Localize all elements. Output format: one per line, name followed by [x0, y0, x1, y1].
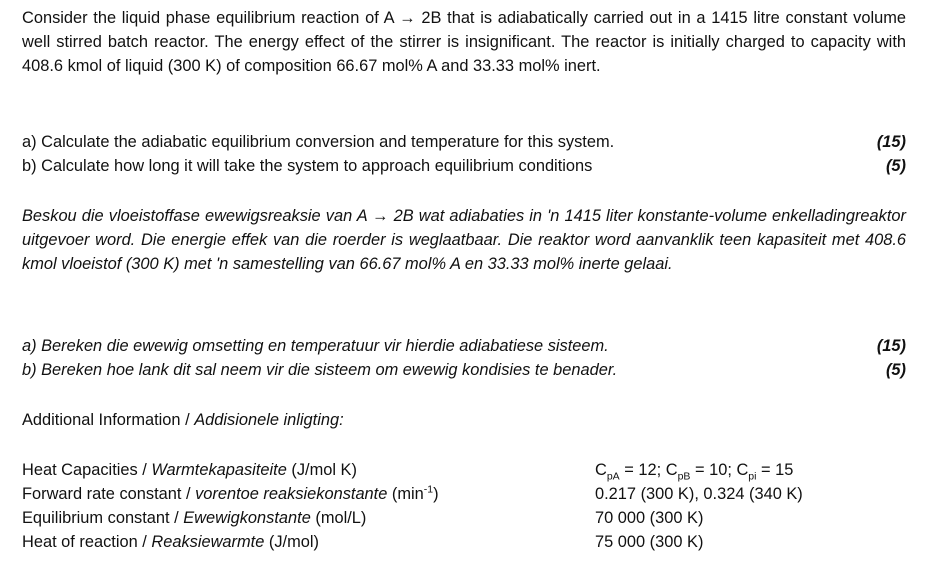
label-unit-close: ) [433, 485, 439, 503]
info-label [22, 506, 595, 530]
cp-i-value: = 15 [756, 461, 794, 479]
afrikaans-question-a [22, 334, 906, 358]
cp-symbol: C [736, 461, 749, 479]
question-marks: (15) [876, 133, 906, 151]
heading-english: Additional Information / [22, 411, 195, 429]
question-text: a) Calculate the adiabatic equilibrium conversion and temperature for this system. [22, 133, 615, 151]
label-unit: (min [387, 485, 424, 503]
cp-b-subscript: pB [677, 470, 691, 483]
info-row-equilibrium-constant [22, 506, 906, 530]
additional-info-table [22, 458, 906, 554]
info-row-heat-of-reaction [22, 530, 906, 554]
additional-info-heading [22, 408, 906, 432]
afrikaans-question-b [22, 358, 906, 382]
label-english: Forward rate constant / [22, 485, 196, 503]
info-value: 70 000 (300 K) [595, 509, 704, 527]
afrikaans-intro-paragraph: Beskou die vloeistoffase ewewigsreaksie van A → 2B wat adiabaties in 'n 1415 liter konstante-volume enkelladingreaktor uitgevoer word. Die energie effek van die roerder is weglaatbaar. Die reaktor word aanvanklik teen kapasiteit met 408.6 kmol vloeistof (300 K) met 'n samestelling van 66.67 mol% A en 33.33 mol% inerte gelaai. [22, 207, 906, 273]
info-label [22, 482, 595, 506]
label-afrikaans: vorentoe reaksiekonstante [195, 485, 388, 503]
info-value [595, 458, 906, 482]
question-marks: (15) [876, 337, 906, 355]
label-unit: (J/mol) [264, 533, 319, 551]
question-marks: (5) [885, 361, 906, 379]
cp-a-value: = 12; [619, 461, 666, 479]
info-label [22, 458, 595, 482]
english-questions [22, 130, 906, 178]
cp-i-subscript: pi [748, 470, 757, 483]
label-english: Heat of reaction / [22, 533, 152, 551]
question-text: a) Bereken die ewewig omsetting en temperatuur vir hierdie adiabatiese sisteem. [22, 337, 609, 355]
label-afrikaans: Reaksiewarmte [151, 533, 265, 551]
label-unit: (mol/L) [310, 509, 367, 527]
info-label [22, 530, 595, 554]
question-text: b) Calculate how long it will take the system to approach equilibrium conditions [22, 157, 593, 175]
heading-afrikaans: Addisionele inligting: [194, 411, 344, 429]
info-value: 75 000 (300 K) [595, 533, 704, 551]
unit-superscript: -1 [423, 483, 434, 496]
cp-symbol: C [595, 461, 607, 479]
english-question-a [22, 130, 906, 154]
info-row-heat-capacities [22, 458, 906, 482]
label-english: Equilibrium constant / [22, 509, 184, 527]
question-text: b) Bereken hoe lank dit sal neem vir die sisteem om ewewig kondisies te benader. [22, 361, 618, 379]
label-unit: (J/mol K) [286, 461, 357, 479]
cp-b-value: = 10; [690, 461, 737, 479]
cp-a-subscript: pA [606, 470, 620, 483]
label-afrikaans: Ewewigkonstante [183, 509, 311, 527]
info-row-forward-rate-constant [22, 482, 906, 506]
afrikaans-questions [22, 334, 906, 382]
question-marks: (5) [885, 157, 906, 175]
english-question-b [22, 154, 906, 178]
cp-symbol: C [665, 461, 678, 479]
info-value: 0.217 (300 K), 0.324 (340 K) [595, 485, 803, 503]
label-english: Heat Capacities / [22, 461, 152, 479]
english-intro-paragraph: Consider the liquid phase equilibrium reaction of A → 2B that is adiabatically carried out in a 1415 litre constant volume well stirred batch reactor. The energy effect of the stirrer is insignificant. The reactor is initially charged to capacity with 408.6 kmol of liquid (300 K) of composition 66.67 mol% A and 33.33 mol% inert. [22, 9, 906, 75]
label-afrikaans: Warmtekapasiteite [151, 461, 287, 479]
